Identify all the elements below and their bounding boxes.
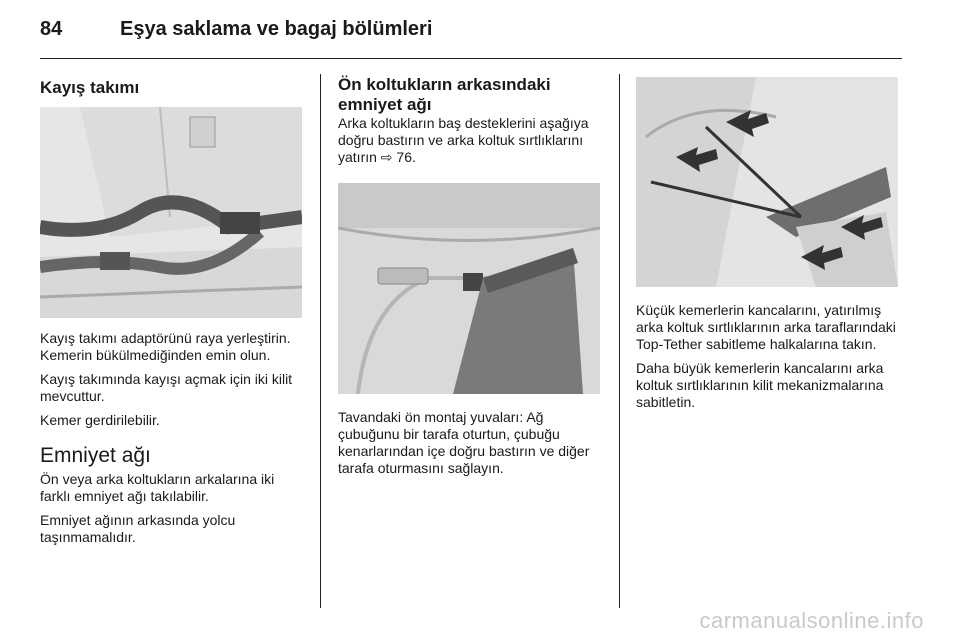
section-heading-strap-kit: Kayış takımı <box>40 78 140 97</box>
paragraph: Emniyet ağının arkasında yolcu taşınmamalıdır. <box>40 512 236 545</box>
page-header <box>40 18 900 58</box>
paragraph: Ön veya arka koltukların arkalarına iki farklı emniyet ağı takılabilir. <box>40 471 275 504</box>
roof-mount-drawing <box>338 183 600 394</box>
header-rule <box>40 58 902 59</box>
tether-hook-illustration <box>636 77 898 287</box>
roof-mount-illustration <box>338 183 600 394</box>
paragraph: Kayış takımı adaptörünü raya yerleştirin. Kemerin bükülmediğinden emin olun. <box>40 330 291 363</box>
section-heading-front-net: Ön koltukların arkasındaki emniyet ağı <box>338 75 551 114</box>
page-title: Eşya saklama ve bagaj bölümleri <box>120 18 433 40</box>
column-2-text <box>338 409 602 477</box>
paragraph: Küçük kemerlerin kancalarını, yatırılmış arka koltuk sırtlıklarının arka taraflarındaki Top-Tether sabitleme halkalarına takın. <box>636 302 896 352</box>
page-reference: 76 <box>396 149 412 165</box>
column-1 <box>40 75 304 98</box>
column-1-text <box>40 330 304 546</box>
watermark: carmanualsonline.info <box>699 608 924 633</box>
paragraph: Kayış takımında kayışı açmak için iki kilit mevcuttur. <box>40 371 293 404</box>
column-divider <box>619 74 620 608</box>
page-number: 84 <box>40 18 63 40</box>
paragraph: Arka koltukların baş desteklerini aşağıya doğru bastırın ve arka koltuk sırtlıklarını yatırın ⇨ 76. <box>338 115 589 165</box>
column-3-text <box>636 302 900 411</box>
column-2 <box>338 75 602 166</box>
page-reference-icon: ⇨ <box>380 149 393 165</box>
paragraph: Daha büyük kemerlerin kancalarını arka koltuk sırtlıklarının kilit mekanizmalarına sabitletin. <box>636 360 884 410</box>
strap-kit-drawing <box>40 107 302 318</box>
instruction-text: Arka koltukların baş desteklerini aşağıya doğru bastırın ve arka koltuk sırtlıklarını yatırın <box>338 115 589 165</box>
paragraph: Kemer gerdirilebilir. <box>40 412 160 428</box>
tether-hook-drawing <box>636 77 898 287</box>
column-divider <box>320 74 321 608</box>
paragraph: Tavandaki ön montaj yuvaları: Ağ çubuğunu bir tarafa oturtun, çubuğu kenarlarından içe doğru bastırın ve diğer tarafa oturmasını sağlayın. <box>338 409 590 476</box>
strap-kit-illustration <box>40 107 302 318</box>
section-title-safety-net: Emniyet ağı <box>40 444 151 467</box>
